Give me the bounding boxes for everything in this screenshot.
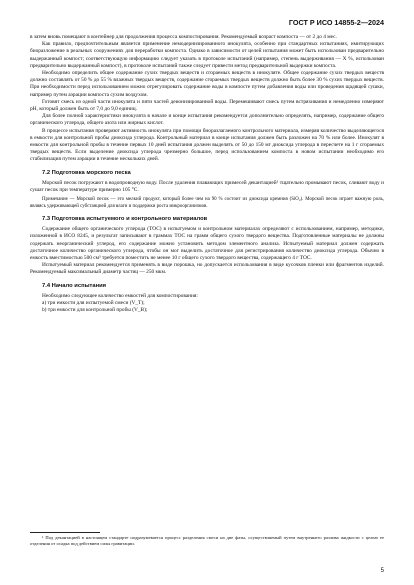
paragraph: Готовят смесь из одной части инокулята и пяти частей деионизированной воды. Перемешивают смесь путем встряхивания и немедленно измеряют pH, который должен быть от 7,0 до 9,0 единиц. [30, 98, 384, 113]
footnote-divider [30, 532, 100, 533]
paragraph: Испытуемый материал рекомендуется применять в виде порошка, но допускается использования в виде кусочков пленки или фрагментов изделий. Рекомендуемый максимальный диаметр частиц — 250 мкм. [30, 262, 384, 276]
paragraph: Содержание общего органического углерода (ТОС) в испытуемом и контрольном материалах определяют с использованием, например, методики, изложенной в ИСО 8245, и результат записывают в граммах ТОС на грамм общего сухого твердого вещества. Подготовленные материалы не должны содержать неорганический углерод, его содержание можно установить методом элементного анализа. Испытуемый материал должен содержать достаточное количество органического углерода, чтобы он мог выделить достаточное для регистрирования количество диоксида углерода. Обычно в емкость вместимостью 500 см³ требуется поместить не менее 10 г общего сухого твердого вещества, содержащего 4 г ТОС. [30, 226, 384, 262]
paragraph: в затем вновь помещают в контейнер для продолжения процесса компостирования. Рекомендуемый возраст компоста — от 2 до 4 мес. [30, 34, 337, 40]
note: Примечание — Морской песок — это мелкий продукт, который более чем на 90 % состоит из диоксида кремния (SiO₂). Морской песок играет важную роль, являясь удерживающей субстанцией для влаги и поддержки роста микроорганизмов. [30, 197, 384, 209]
section-heading-7-2: 7.2 Подготовка морского песка [42, 169, 131, 176]
footnote: ¹ Под декантацией в настоящем стандарте подразумевается процесс разделения смеси на две фазы, осуществляемый путем внутреннего разлива жидкости с целью ее отделения от осадка под действием силы гравитации. [30, 535, 384, 546]
section-heading-7-4: 7.4 Начало испытания [42, 282, 107, 289]
standard-header: ГОСТ Р ИСО 14855-2—2024 [288, 18, 384, 27]
section-heading-7-3: 7.3 Подготовка испытуемого и контрольного материалов [42, 216, 208, 223]
list-item: a) три емкости для испытуемой смеси (V_T); [42, 299, 145, 306]
paragraph: Необходимо следующее количество емкостей для компостирования: [42, 292, 198, 299]
list-item: b) три емкости для контрольной пробы (V_B); [42, 307, 148, 314]
paragraph: Морской песок погружают в водопроводную воду. После удаления плавающих примесей декантацией¹ тщательно промывают песок, сливают воду и сушат песок при температуре примерно 105 °С. [30, 179, 384, 193]
paragraph: В процессе испытания проверяют активность инокулята при помощи биоразлагаемого контрольного материала, измеряя количество выделяющегося в емкости для контрольной пробы диоксида углерода. Контрольный материал в конце испытания должен быть разложен на 70 % или более. Инокулят в емкости для контрольной пробы в течение первых 10 дней испытания должен выделять от 50 до 150 мг диоксида углерода в пересчете на 1 г сгораемых твердых веществ. Если выделение диоксида углерода чрезмерно большое, перед использованием компоста в новом испытании необходимо его стабилизация путем аэрации в течение нескольких дней. [30, 127, 384, 163]
paragraph: Как правило, предпочтительным является применение немодернизированного инокулята, особенно при стандартных испытаниях, имитирующих биоразложение в реальных сооружениях для переработки компоста. Однако в зависимости от целей испытания может быть использован предварительно выдержанный компост; соответствующую информацию следует указать в протоколе испытаний (например, степень выдерживания — X %, использован предварительно выдержанный компост), в протоколе испытаний также следует привести метод предварительной выдержки компоста. [30, 41, 384, 69]
page-number: 5 [380, 568, 384, 574]
paragraph: Необходимо определить общее содержание сухих твердых веществ и сгораемых веществ в инокуляте. Общее содержание сухих твердых веществ должно составлять от 50 % до 55 % влажных твердых веществ, содержание сгораемых твердых веществ должно быть более 30 % сухих твердых веществ. При необходимости перед использованием можно отрегулировать содержание воды в компосте путем добавления воды или проведения щадящей сушки, например путем аэрации компоста сухим воздухом. [30, 70, 384, 98]
paragraph: Для более полной характеристики инокулята в начале и конце испытания рекомендуется дополнительно определять, например, содержание общего органического углерода, общего азота или жирных кислот. [30, 113, 384, 127]
